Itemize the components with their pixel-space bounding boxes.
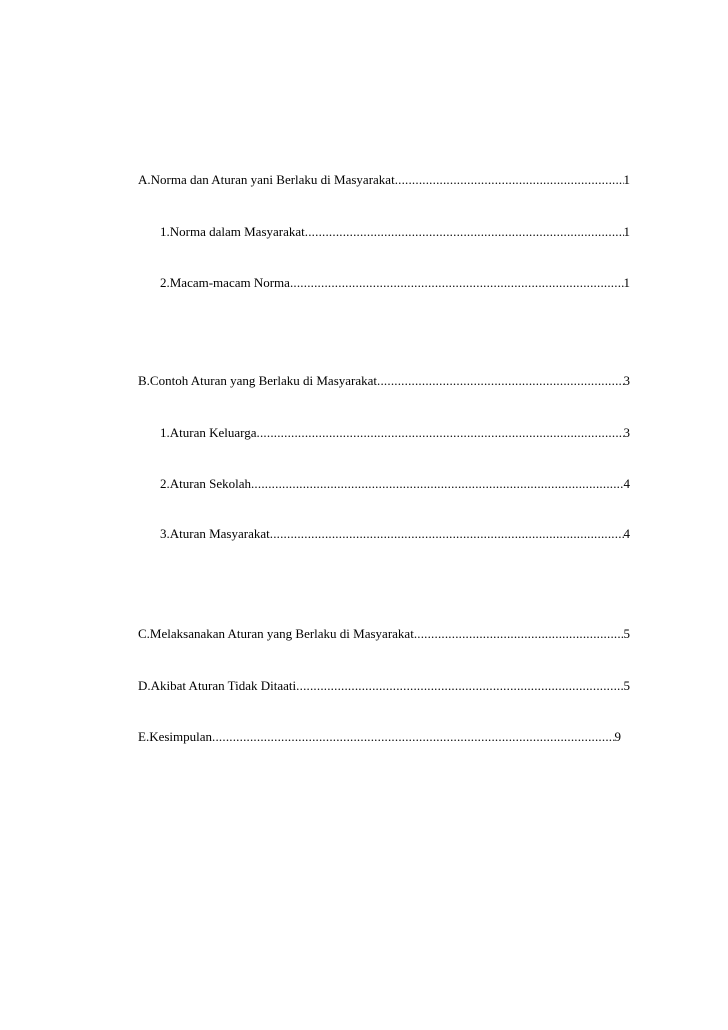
- toc-label: Contoh Aturan yang Berlaku di Masyarakat: [149, 373, 378, 388]
- toc-entry-b-3[interactable]: [160, 525, 630, 543]
- toc-entry-e[interactable]: [138, 728, 621, 746]
- toc-page-number: 1: [623, 275, 630, 290]
- dot-leader: [212, 728, 614, 746]
- dot-leader: [270, 525, 624, 543]
- toc-marker: D.: [138, 678, 151, 693]
- toc-entry-b-2[interactable]: [160, 475, 630, 493]
- toc-label: Akibat Aturan Tidak Ditaati: [150, 678, 297, 693]
- dot-leader: [290, 274, 624, 292]
- toc-marker: A.: [138, 172, 151, 187]
- toc-marker: 2.: [160, 275, 170, 290]
- dot-leader: [257, 424, 624, 442]
- dot-leader: [305, 223, 624, 241]
- toc-marker: 2.: [160, 476, 170, 491]
- toc-entry-d[interactable]: [138, 677, 630, 695]
- toc-entry-b[interactable]: [138, 372, 630, 390]
- toc-page-number: 1: [623, 224, 630, 239]
- toc-entry-b-1[interactable]: [160, 424, 630, 442]
- toc-marker: 3.: [160, 526, 170, 541]
- toc-page-number: 5: [623, 678, 630, 693]
- toc-label: Norma dan Aturan yani Berlaku di Masyarakat: [150, 172, 395, 187]
- dot-leader: [296, 677, 623, 695]
- toc-page-number: 9: [614, 729, 621, 744]
- toc-label: Kesimpulan: [149, 729, 213, 744]
- toc-marker: 1.: [160, 224, 170, 239]
- toc-label: Macam-macam Norma: [169, 275, 290, 290]
- toc-entry-a[interactable]: [138, 171, 630, 189]
- toc-entry-c[interactable]: [138, 625, 630, 643]
- toc-marker: C.: [138, 626, 150, 641]
- dot-leader: [251, 475, 624, 493]
- toc-entry-a-1[interactable]: [160, 223, 630, 241]
- dot-leader: [414, 625, 624, 643]
- toc-entry-a-2[interactable]: [160, 274, 630, 292]
- dot-leader: [395, 171, 624, 189]
- toc-label: Aturan Keluarga: [169, 425, 257, 440]
- dot-leader: [377, 372, 623, 390]
- toc-label: Melaksanakan Aturan yang Berlaku di Masyarakat: [149, 626, 414, 641]
- toc-label: Aturan Masyarakat: [169, 526, 270, 541]
- toc-page-number: 1: [623, 172, 630, 187]
- toc-page-number: 3: [623, 373, 630, 388]
- toc-page-number: 4: [623, 476, 630, 491]
- toc-label: Aturan Sekolah: [169, 476, 251, 491]
- toc-marker: E.: [138, 729, 150, 744]
- toc-marker: B.: [138, 373, 150, 388]
- toc-label: Norma dalam Masyarakat: [169, 224, 305, 239]
- toc-marker: 1.: [160, 425, 170, 440]
- toc-page-number: 4: [623, 526, 630, 541]
- toc-page-number: 5: [623, 626, 630, 641]
- toc-page-number: 3: [623, 425, 630, 440]
